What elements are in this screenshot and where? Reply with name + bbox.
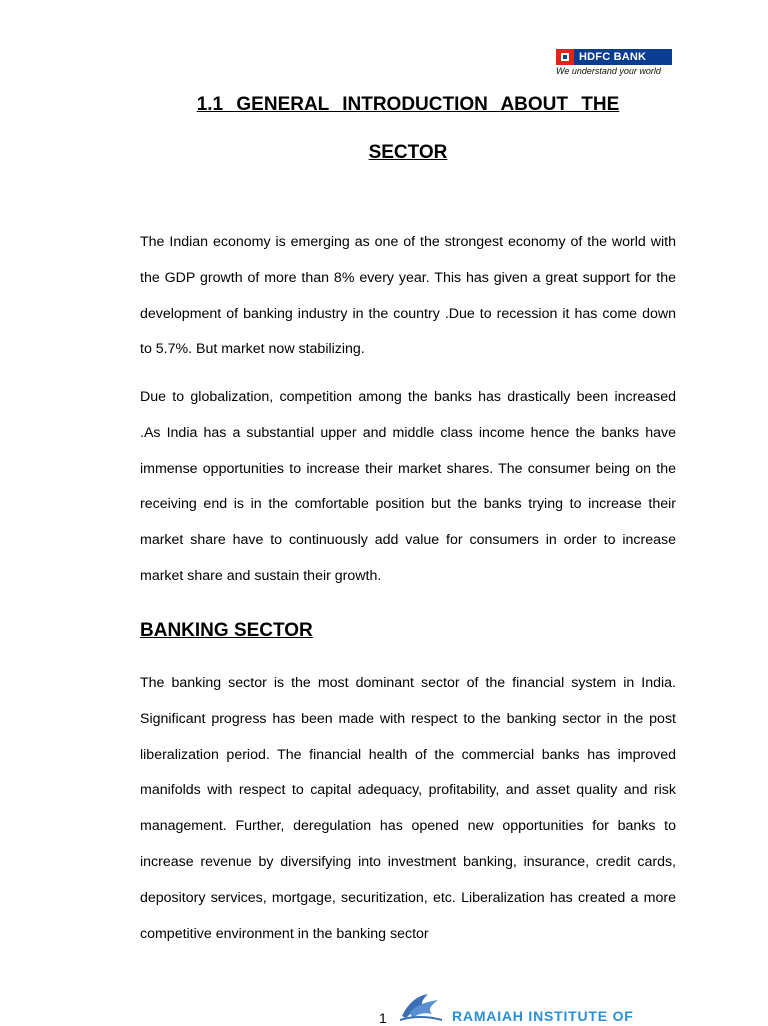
logo-tagline: We understand your world — [556, 66, 661, 76]
ramaiah-bird-logo-icon — [398, 990, 444, 1024]
footer-institute-name: RAMAIAH INSTITUTE OF — [452, 1008, 634, 1024]
banking-sector-paragraph: The banking sector is the most dominant sector of the financial system in India. Significant progress has been made with respect to the banking sector in the post liberalization period. The financial health of the commercial banks has improved manifolds with respect to capital adequacy, profitability, and asset quality and risk management. Further, deregulation has opened new opportunities for banks to increase revenue by diversifying into investment banking, insurance, credit cards, depository services, mortgage, securitization, etc. Liberalization has created a more competitive environment in the banking sector — [140, 675, 676, 942]
logo-bank-name: HDFC BANK — [574, 49, 672, 65]
hdfc-emblem-icon — [556, 49, 574, 65]
globalization-paragraph: Due to globalization, competition among the banks has drastically been increased .As India has a substantial upper and middle class income hence the banks have immense opportunities to increase their market shares. The consumer being on the receiving end is in the comfortable position but the banks trying to increase their market share have to continuously add value for consumers in order to increase market share and sustain their growth. — [140, 389, 676, 584]
intro-paragraph: The Indian economy is emerging as one of the strongest economy of the world with the GDP growth of more than 8% every year. This has given a great support for the development of banking industry in the country .Due to recession it has come down to 5.7%. But market now stabilizing. — [140, 234, 676, 358]
page-title-line-2: SECTOR — [368, 142, 448, 163]
hdfc-bank-logo — [556, 49, 672, 76]
page-number: 1 — [379, 1010, 387, 1026]
logo-top-row — [556, 49, 672, 65]
page-title-line-1: 1.1 GENERAL INTRODUCTION ABOUT THE — [196, 94, 620, 115]
banking-sector-heading: BANKING SECTOR — [140, 620, 313, 641]
